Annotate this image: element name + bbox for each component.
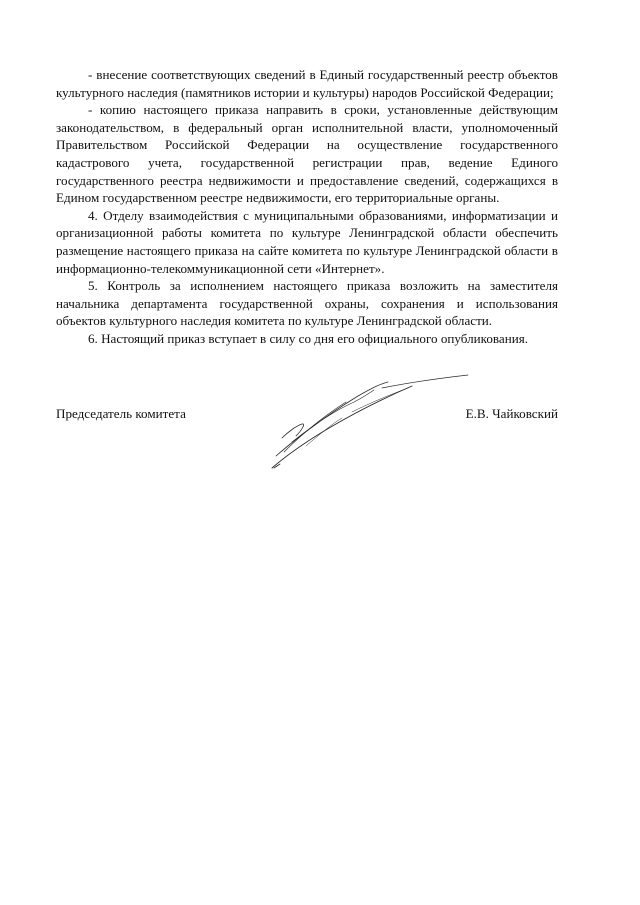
signatory-title: Председатель комитета: [56, 406, 186, 421]
paragraph-item-5: 5. Контроль за исполнением настоящего приказа возложить на заместителя начальника департамента государственной охраны, сохранения и использования объектов культурного наследия комитета по культуре Ленинградской области.: [56, 278, 558, 329]
paragraph-item-4: 4. Отделу взаимодействия с муниципальными образованиями, информатизации и организационной работы комитета по культуре Ленинградской области обеспечить размещение настоящего приказа на сайте комитета по культуре Ленинградской области в информационно-телекоммуникационной сети «Интернет».: [56, 207, 558, 276]
paragraph-item-6: 6. Настоящий приказ вступает в силу со дня его официального опубликования.: [88, 330, 529, 346]
signatory-name: Е.В. Чайковский: [465, 406, 558, 421]
document-body: [56, 66, 558, 348]
paragraph-registry-entry: - внесение соответствующих сведений в Единый государственный реестр объектов культурного наследия (памятников истории и культуры) народов Российской Федерации;: [56, 67, 558, 100]
handwritten-signature: [262, 372, 474, 472]
paragraph-send-copy: - копию настоящего приказа направить в сроки, установленные действующим законодательством, в федеральный орган исполнительной власти, уполномоченный Правительством Российской Федерации на осуществление государственного кадастрового учета, государственной регистрации прав, ведение Единого государственного реестра недвижимости и предоставление сведений, содержащихся в Едином государственном реестре недвижимости, его территориальные органы.: [56, 102, 558, 206]
